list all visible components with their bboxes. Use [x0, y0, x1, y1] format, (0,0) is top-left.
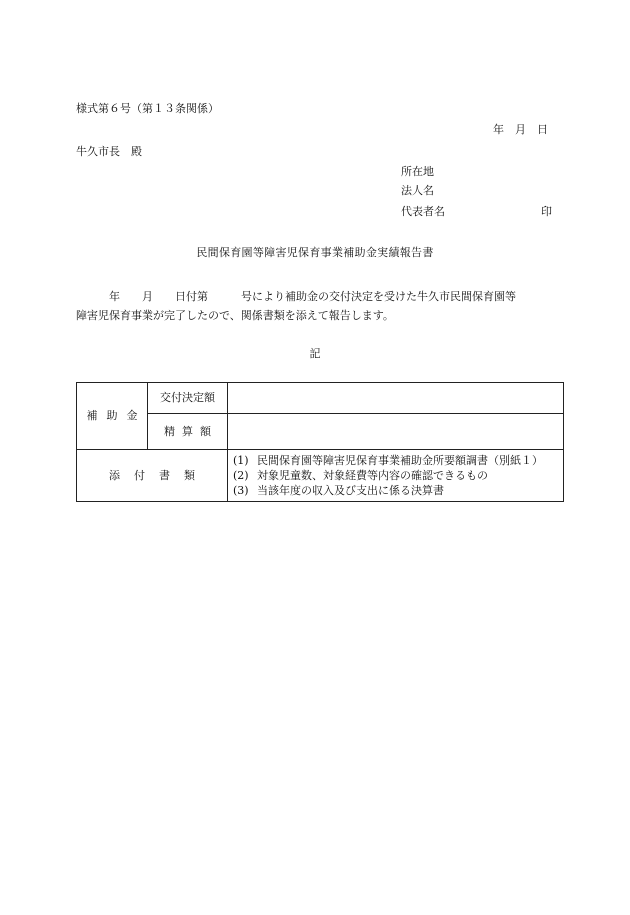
corporation-name-label: 法人名: [401, 184, 434, 197]
document-title: 民間保育園等障害児保育事業補助金実績報告書: [196, 246, 434, 259]
attachment-text: 対象児童数、対象経費等内容の確認できるもの: [257, 469, 488, 482]
attachment-item: [233, 483, 563, 498]
representative-label: 代表者名: [401, 205, 445, 218]
report-body-line-2: 障害児保育事業が完了したので、関係書類を添えて報告します。: [76, 309, 394, 322]
form-number: 様式第６号（第１３条関係）: [76, 102, 219, 115]
ki-heading: 記: [309, 347, 321, 360]
attachment-number: (1): [233, 454, 249, 467]
date-line: 年 月 日: [493, 123, 548, 136]
seal-mark: 印: [541, 205, 552, 218]
decision-amount-field[interactable]: [228, 383, 564, 414]
attachment-text: 当該年度の収入及び支出に係る決算書: [257, 484, 444, 497]
report-body-line-1: 年 月 日付第 号により補助金の交付決定を受けた牛久市民間保育園等: [76, 290, 516, 303]
addressee: 牛久市長 殿: [76, 145, 142, 158]
report-body: [76, 287, 566, 325]
subsidy-report-table: [76, 382, 564, 502]
subsidy-label: 補助金: [77, 383, 148, 450]
settlement-amount-field[interactable]: [228, 414, 564, 450]
attachment-item: [233, 468, 563, 483]
attachment-item: [233, 453, 563, 468]
attachments-label: 添付書類: [77, 450, 228, 502]
attachment-number: (2): [233, 469, 249, 482]
settlement-amount-label: 精算額: [148, 414, 228, 450]
attachments-list: [228, 450, 564, 502]
decision-amount-label: 交付決定額: [148, 383, 228, 414]
attachment-number: (3): [233, 484, 249, 497]
address-label: 所在地: [401, 165, 434, 178]
attachment-text: 民間保育園等障害児保育事業補助金所要額調書（別紙１）: [257, 454, 543, 467]
